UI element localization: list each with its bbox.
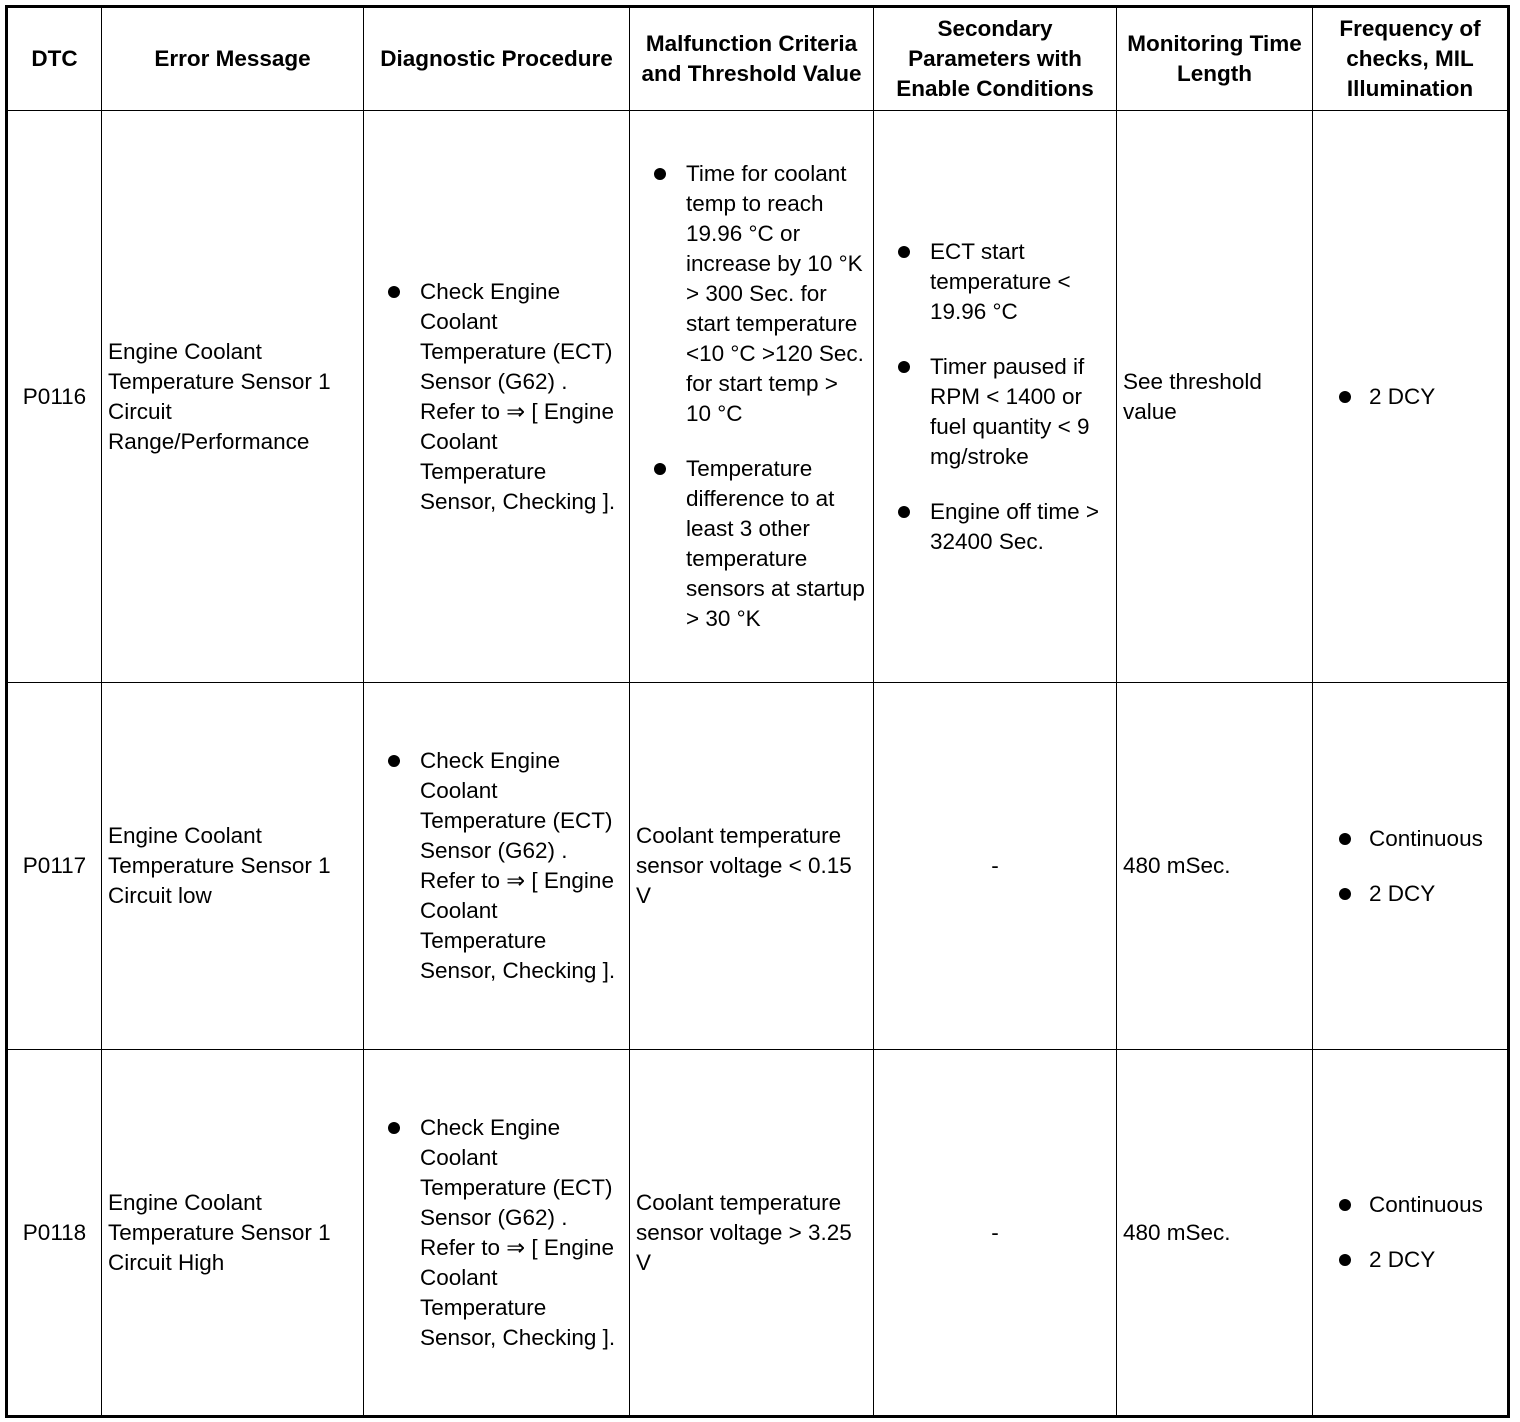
list-item xyxy=(1319,1190,1501,1220)
diagnostic-text: Check Engine Coolant Temperature (ECT) Sensor (G62) . Refer to ⇒ [ Engine Coolant Temperature Sensor, Checking ]. xyxy=(420,1114,616,1350)
list-item xyxy=(1319,1245,1501,1275)
diagnostic-list xyxy=(370,746,623,986)
cell-secondary-parameters: - xyxy=(874,683,1117,1050)
malfunction-list xyxy=(636,159,867,634)
cell-frequency xyxy=(1313,111,1509,683)
bullet-icon xyxy=(388,755,400,767)
header-row xyxy=(7,7,1509,111)
cell-error-message: Engine Coolant Temperature Sensor 1 Circuit High xyxy=(102,1050,364,1417)
cell-secondary-parameters xyxy=(874,111,1117,683)
table-header xyxy=(7,7,1509,111)
list-item xyxy=(1319,824,1501,854)
malfunction-text: Time for coolant temp to reach 19.96 °C or increase by 10 °K > 300 Sec. for start temperature <10 °C >120 Sec. for start temp > 10 °C xyxy=(686,161,864,426)
cell-diagnostic-procedure xyxy=(364,111,630,683)
cell-monitoring-time: 480 mSec. xyxy=(1117,1050,1313,1417)
frequency-list xyxy=(1319,382,1501,412)
frequency-list xyxy=(1319,824,1501,909)
cell-error-message: Engine Coolant Temperature Sensor 1 Circuit low xyxy=(102,683,364,1050)
dtc-table xyxy=(5,5,1510,1418)
bullet-icon xyxy=(388,1122,400,1134)
cell-monitoring-time: 480 mSec. xyxy=(1117,683,1313,1050)
list-item xyxy=(636,159,867,429)
secondary-text: Engine off time > 32400 Sec. xyxy=(930,498,1100,554)
diagnostic-text: Check Engine Coolant Temperature (ECT) Sensor (G62) . Refer to ⇒ [ Engine Coolant Temperature Sensor, Checking ]. xyxy=(420,748,616,983)
cell-dtc: P0118 xyxy=(7,1050,102,1417)
table-body xyxy=(7,111,1509,1417)
list-item xyxy=(370,746,623,986)
diagnostic-text: Check Engine Coolant Temperature (ECT) Sensor (G62) . Refer to ⇒ [ Engine Coolant Temperature Sensor, Checking ]. xyxy=(420,278,616,514)
secondary-text: Timer paused if RPM < 1400 or fuel quantity < 9 mg/stroke xyxy=(930,353,1090,469)
header-dtc: DTC xyxy=(7,7,102,111)
frequency-text: Continuous xyxy=(1369,1192,1483,1217)
cell-error-message: Engine Coolant Temperature Sensor 1 Circuit Range/Performance xyxy=(102,111,364,683)
list-item xyxy=(636,454,867,634)
header-secondary-parameters: Secondary Parameters with Enable Conditions xyxy=(874,7,1117,111)
header-error-message: Error Message xyxy=(102,7,364,111)
secondary-text: ECT start temperature < 19.96 °C xyxy=(930,238,1071,324)
list-item xyxy=(880,237,1110,327)
list-item xyxy=(370,277,623,517)
secondary-list xyxy=(880,237,1110,557)
header-malfunction-criteria: Malfunction Criteria and Threshold Value xyxy=(630,7,874,111)
malfunction-text: Temperature difference to at least 3 other temperature sensors at startup > 30 °K xyxy=(686,456,865,631)
frequency-text: Continuous xyxy=(1369,825,1483,851)
header-frequency: Frequency of checks, MIL Illumination xyxy=(1313,7,1509,111)
cell-diagnostic-procedure xyxy=(364,1050,630,1417)
table-row xyxy=(7,683,1509,1050)
diagnostic-list xyxy=(370,1113,623,1353)
cell-secondary-parameters: - xyxy=(874,1050,1117,1417)
cell-dtc: P0117 xyxy=(7,683,102,1050)
cell-monitoring-time: See threshold value xyxy=(1117,111,1313,683)
bullet-icon xyxy=(1339,888,1351,900)
frequency-text: 2 DCY xyxy=(1369,383,1436,409)
bullet-icon xyxy=(1339,1254,1351,1266)
bullet-icon xyxy=(388,286,400,298)
list-item xyxy=(1319,382,1501,412)
frequency-text: 2 DCY xyxy=(1369,1247,1436,1272)
bullet-icon xyxy=(1339,833,1351,845)
list-item xyxy=(880,352,1110,472)
header-diagnostic-procedure: Diagnostic Procedure xyxy=(364,7,630,111)
cell-frequency xyxy=(1313,1050,1509,1417)
cell-malfunction-criteria: Coolant temperature sensor voltage > 3.25 V xyxy=(630,1050,874,1417)
bullet-icon xyxy=(654,463,666,475)
list-item xyxy=(370,1113,623,1353)
frequency-text: 2 DCY xyxy=(1369,880,1436,906)
diagnostic-list xyxy=(370,277,623,517)
bullet-icon xyxy=(898,361,910,373)
list-item xyxy=(880,497,1110,557)
bullet-icon xyxy=(898,506,910,518)
cell-dtc: P0116 xyxy=(7,111,102,683)
cell-diagnostic-procedure xyxy=(364,683,630,1050)
bullet-icon xyxy=(654,168,666,180)
table-row xyxy=(7,1050,1509,1417)
cell-malfunction-criteria xyxy=(630,111,874,683)
table-row xyxy=(7,111,1509,683)
frequency-list xyxy=(1319,1190,1501,1275)
bullet-icon xyxy=(898,246,910,258)
cell-malfunction-criteria: Coolant temperature sensor voltage < 0.15 V xyxy=(630,683,874,1050)
cell-frequency xyxy=(1313,683,1509,1050)
bullet-icon xyxy=(1339,391,1351,403)
bullet-icon xyxy=(1339,1199,1351,1211)
list-item xyxy=(1319,879,1501,909)
header-monitoring-time: Monitoring Time Length xyxy=(1117,7,1313,111)
